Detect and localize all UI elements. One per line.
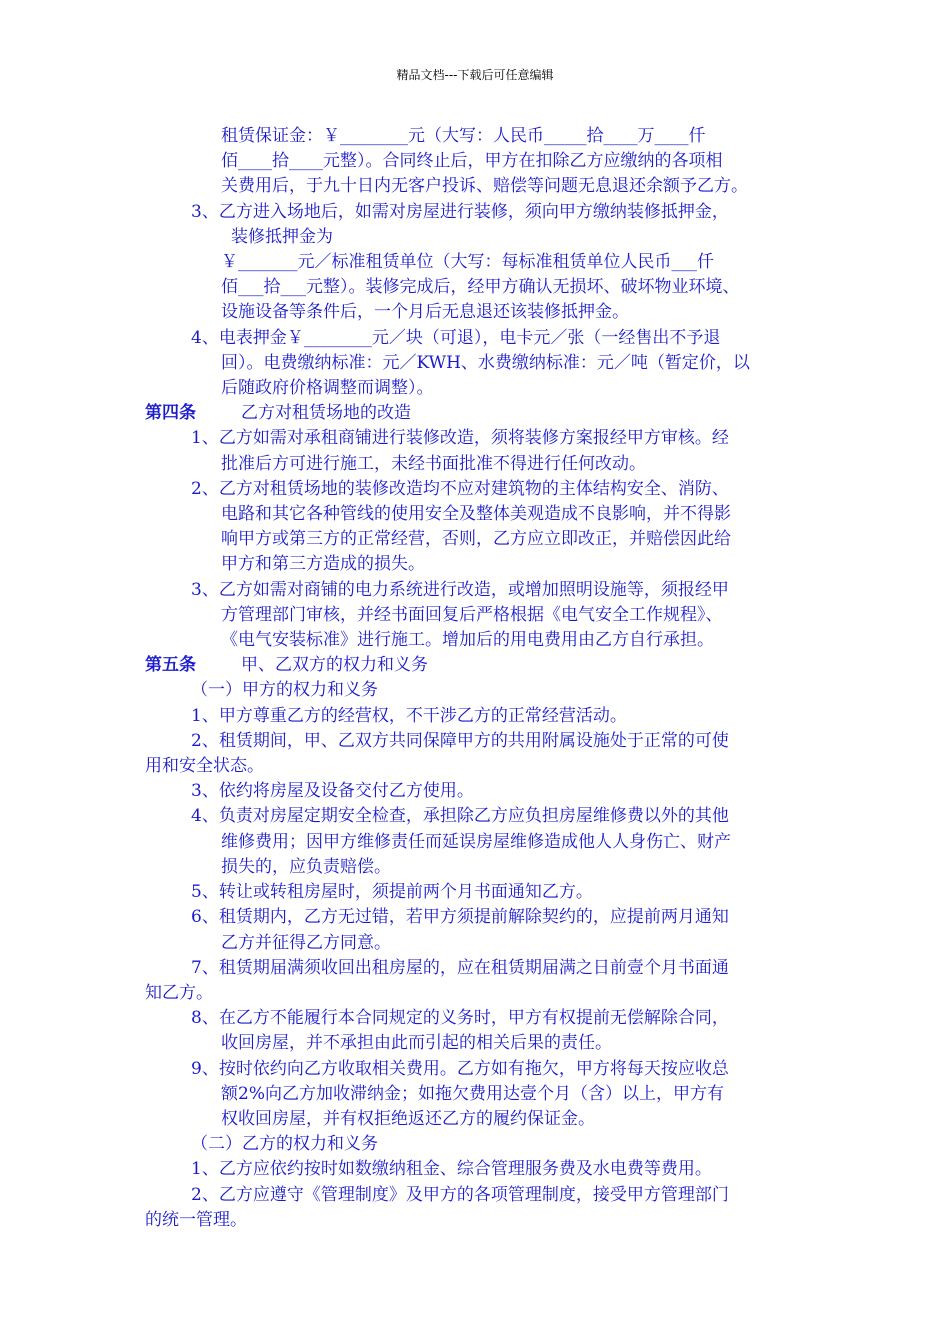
section-title: 甲、乙双方的权力和义务: [241, 655, 428, 676]
subsection-heading: （二）乙方的权力和义务: [191, 1134, 378, 1155]
section-heading: [0, 653, 950, 678]
text-line: 8、在乙方不能履行本合同规定的义务时，甲方有权提前无偿解除合同，: [191, 1008, 729, 1029]
text-line: 甲方和第三方造成的损失。: [221, 554, 425, 575]
text-line: 维修费用；因甲方维修责任而延误房屋维修造成他人人身伤亡、财产: [221, 831, 731, 852]
text-line: 装修抵押金为: [231, 226, 333, 247]
section-number: 第四条: [145, 403, 196, 424]
subsection-heading: （一）甲方的权力和义务: [191, 680, 378, 701]
section-title: 乙方对租赁场地的改造: [241, 403, 411, 424]
text-line: 权收回房屋，并有权拒绝返还乙方的履约保证金。: [221, 1108, 595, 1129]
text-line: 佰____拾____元整）。合同终止后，甲方在扣除乙方应缴纳的各项相: [221, 151, 723, 172]
text-line: 《电气安装标准》进行施工。增加后的用电费用由乙方自行承担。: [221, 630, 714, 651]
text-line: 知乙方。: [145, 982, 213, 1003]
text-line: 3、乙方进入场地后，如需对房屋进行装修，须向甲方缴纳装修抵押金，: [191, 201, 729, 222]
text-line: ￥_______元／标准租赁单位（大写：每标准租赁单位人民币___仟: [221, 252, 714, 273]
section-heading: [0, 401, 950, 426]
text-line: 1、乙方应依约按时如数缴纳租金、综合管理服务费及水电费等费用。: [191, 1159, 712, 1180]
text-line: 6、租赁期内，乙方无过错，若甲方须提前解除契约的，应提前两月通知: [191, 907, 729, 928]
text-line: 佰___拾___元整）。装修完成后，经甲方确认无损坏、破坏物业环境、: [221, 277, 740, 298]
text-line: 的统一管理。: [145, 1209, 247, 1230]
text-line: 额2%向乙方加收滞纳金；如拖欠费用达壹个月（含）以上，甲方有: [221, 1083, 724, 1104]
text-line: 方管理部门审核，并经书面回复后严格根据《电气安全工作规程》、: [221, 604, 723, 625]
document-body: [0, 124, 950, 1233]
text-line: 批准后方可进行施工，未经书面批准不得进行任何改动。: [221, 453, 646, 474]
text-line: 回）。电费缴纳标准：元／KWH、水费缴纳标准：元／吨（暂定价，以: [221, 352, 750, 373]
text-line: 租赁保证金：￥________元（大写：人民币_____拾____万____仟: [221, 126, 706, 146]
text-line: 设施设备等条件后，一个月后无息退还该装修抵押金。: [221, 302, 629, 323]
page-header: 精品文档---下载后可任意编辑: [396, 68, 554, 82]
text-line: 用和安全状态。: [145, 756, 264, 777]
text-line: 乙方并征得乙方同意。: [221, 932, 391, 953]
text-line: 1、乙方如需对承租商铺进行装修改造，须将装修方案报经甲方审核。经: [191, 428, 729, 449]
text-line: 关费用后，于九十日内无客户投诉、赔偿等问题无息退还余额予乙方。: [221, 176, 748, 197]
text-line: 4、负责对房屋定期安全检查，承担除乙方应负担房屋维修费以外的其他: [191, 806, 729, 827]
text-line: 3、依约将房屋及设备交付乙方使用。: [191, 781, 474, 802]
text-line: 2、乙方对租赁场地的装修改造均不应对建筑物的主体结构安全、消防、: [191, 478, 729, 499]
text-line: 9、按时依约向乙方收取相关费用。乙方如有拖欠，甲方将每天按应收总: [191, 1058, 729, 1079]
text-line: 响甲方或第三方的正常经营，否则，乙方应立即改正，并赔偿因此给: [221, 529, 731, 550]
text-line: 2、乙方应遵守《管理制度》及甲方的各项管理制度，接受甲方管理部门: [191, 1184, 729, 1205]
text-line: 后随政府价格调整而调整）。: [221, 378, 434, 399]
text-line: 4、电表押金￥________元／块（可退），电卡元／张（一经售出不予退: [191, 327, 721, 348]
text-line: 损失的，应负责赔偿。: [221, 856, 391, 877]
text-line: 7、租赁期届满须收回出租房屋的，应在租赁期届满之日前壹个月书面通: [191, 957, 729, 978]
text-line: 电路和其它各种管线的使用安全及整体美观造成不良影响，并不得影: [221, 504, 731, 525]
text-line: 2、租赁期间，甲、乙双方共同保障甲方的共用附属设施处于正常的可使: [191, 730, 729, 751]
section-number: 第五条: [145, 655, 196, 676]
text-line: 3、乙方如需对商铺的电力系统进行改造，或增加照明设施等，须报经甲: [191, 579, 729, 600]
text-line: 收回房屋，并不承担由此而引起的相关后果的责任。: [221, 1033, 612, 1054]
text-line: 1、甲方尊重乙方的经营权，不干涉乙方的正常经营活动。: [191, 705, 627, 726]
text-line: 5、转让或转租房屋时，须提前两个月书面通知乙方。: [191, 882, 593, 903]
